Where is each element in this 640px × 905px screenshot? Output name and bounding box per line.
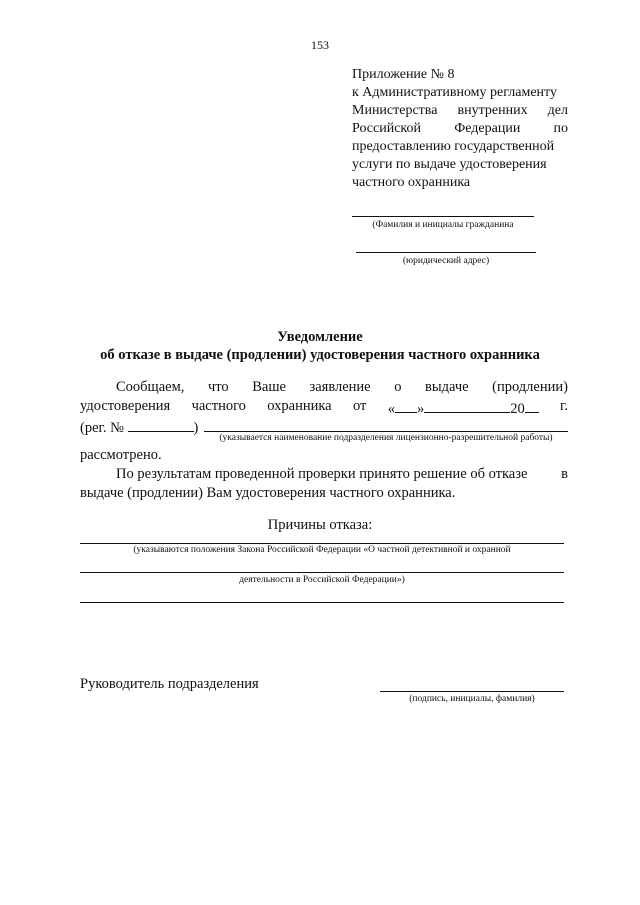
date-field[interactable]: [388, 398, 539, 418]
appendix-word: Российской: [352, 121, 421, 136]
appendix-line: частного охранника: [352, 175, 471, 190]
body-word: что: [207, 379, 229, 395]
result-text: в: [561, 466, 568, 482]
reg-prefix: (рег. №: [80, 420, 124, 436]
body-word: частного: [191, 398, 246, 414]
result-text: По результатам проведенной проверки принято решение об отказе: [116, 466, 528, 482]
result-line-1: [116, 466, 568, 483]
year-prefix: 20: [510, 401, 525, 417]
appendix-block: [352, 66, 568, 192]
body-word: от: [352, 398, 367, 414]
reasons-caption-1: (указываются положения Закона Российской Федерации «О частной детективной и охранной: [133, 545, 511, 555]
day-blank[interactable]: [395, 398, 417, 413]
page-number: 153: [311, 38, 329, 52]
appendix-line: предоставлению государственной: [352, 139, 555, 154]
quote-close: »: [416, 401, 425, 417]
reasons-line-3[interactable]: [80, 602, 564, 603]
reasons-line-1[interactable]: [80, 543, 564, 544]
recipient-name-caption: (Фамилия и инициалы гражданина: [372, 220, 514, 230]
year-blank[interactable]: [525, 398, 539, 413]
signature-caption: (подпись, инициалы, фамилия): [409, 694, 535, 704]
body-line-2: [80, 398, 568, 418]
recipient-name-line[interactable]: [352, 216, 534, 217]
appendix-line: Приложение № 8: [352, 67, 455, 82]
body-word: охранника: [267, 398, 332, 414]
appendix-word: дел: [547, 103, 568, 118]
appendix-line: услуги по выдаче удостоверения: [352, 157, 547, 172]
result-line-2: выдаче (продлении) Вам удостоверения частного охранника.: [80, 485, 456, 501]
reg-close: ): [193, 420, 199, 436]
signature-role: Руководитель подразделения: [80, 676, 259, 692]
department-caption: (указывается наименование подразделения лицензионно-разрешительной работы): [219, 433, 553, 443]
appendix-word: внутренних: [457, 103, 528, 118]
reg-number-blank[interactable]: [128, 417, 194, 432]
reasons-line-2[interactable]: [80, 572, 564, 573]
year-suffix: г.: [560, 398, 568, 414]
recipient-address-caption: (юридический адрес): [402, 256, 490, 266]
appendix-line: к Административному регламенту: [352, 85, 557, 100]
reasons-caption-2: деятельности в Российской Федерации»): [239, 575, 405, 585]
appendix-word: Федерации: [454, 121, 521, 136]
notice-subtitle: об отказе в выдаче (продлении) удостоверения частного охранника: [100, 347, 540, 363]
body-line-1: [116, 379, 568, 396]
appendix-line: [352, 102, 568, 120]
body-word: (продлении): [492, 379, 568, 395]
appendix-line: [352, 120, 568, 138]
reg-number-line: [80, 417, 198, 437]
quote-open: «: [387, 401, 395, 417]
body-word: Сообщаем,: [116, 379, 185, 395]
considered-text: рассмотрено.: [80, 447, 162, 463]
body-word: удостоверения: [80, 398, 171, 414]
notice-title: Уведомление: [277, 329, 363, 345]
body-word: Ваше: [252, 379, 286, 395]
body-word: о: [394, 379, 402, 395]
appendix-word: Министерства: [352, 103, 438, 118]
month-blank[interactable]: [424, 398, 510, 413]
recipient-address-line[interactable]: [356, 252, 536, 253]
department-line[interactable]: [204, 431, 568, 432]
body-word: выдаче: [425, 379, 469, 395]
body-word: заявление: [309, 379, 371, 395]
reasons-heading: Причины отказа:: [267, 517, 373, 533]
signature-line[interactable]: [380, 691, 564, 692]
appendix-word: по: [553, 121, 568, 136]
